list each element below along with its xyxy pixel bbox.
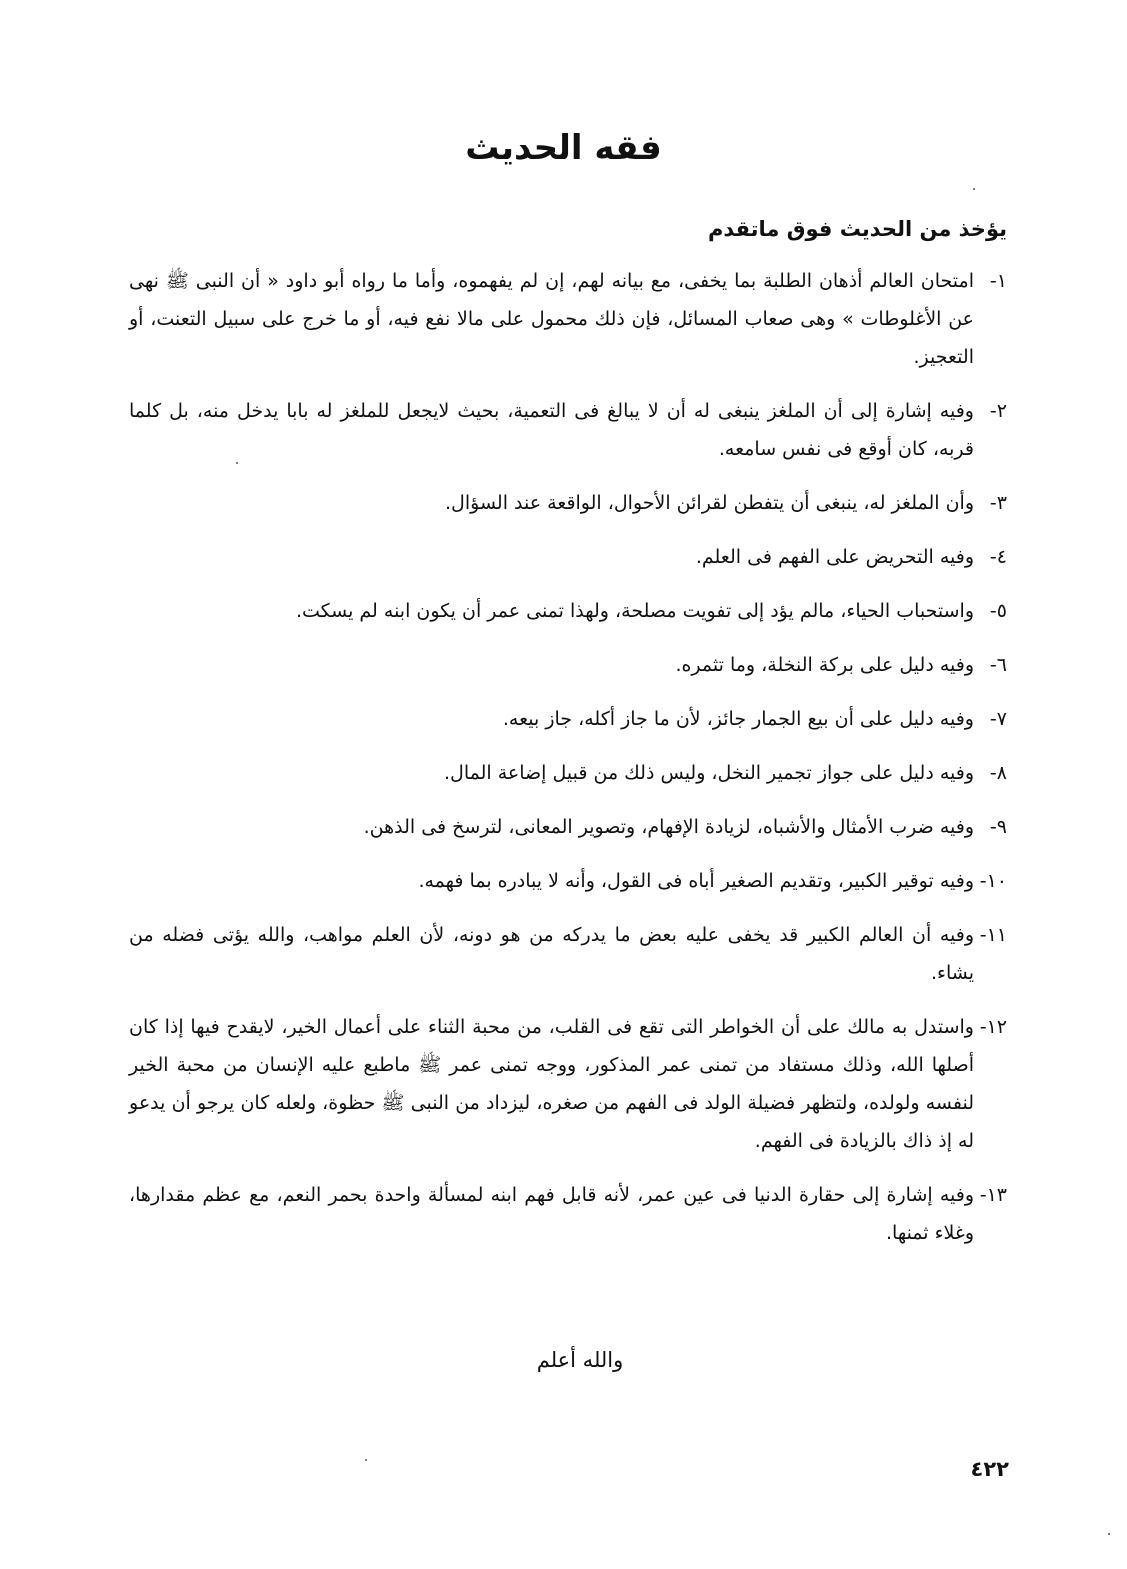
item-text: واستدل به مالك على أن الخواطر التى تقع فى القلب، من محبة الثناء على أعمال الخير، لايقدح فيها إذا كان أصلها الله، وذلك مستفاد من تمنى عمر المذكور، ووجه تمنى عمر ﷺ ماطبع عليه الإنسان من محبة الخير لنفسه ولولده، ولتظهر فضيلة الولد فى الفهم من صغره، ليزداد من النبى ﷺ حظوة، ولعله كان يرجو أن يدعو له إذ ذاك بالزيادة فى الفهم. [129,1016,974,1152]
list-item [129,754,1007,792]
item-number: ٥- [989,600,1007,622]
list-item [129,646,1007,684]
item-text: وفيه إشارة إلى أن الملغز ينبغى له أن لا يبالغ فى التعمية، بحيث لايجعل للملغز له بابا يدخل منه، بل كلما قربه، كان أوقع فى نفس سامعه. [129,400,974,460]
list-item [129,262,1007,376]
item-number: ٩- [989,816,1007,838]
list-item [129,916,1007,992]
item-number: ٨- [989,762,1007,784]
item-text: واستحباب الحياء، مالم يؤد إلى تفويت مصلحة، ولهذا تمنى عمر أن يكون ابنه لم يسكت. [295,600,974,622]
item-text: امتحان العالم أذهان الطلبة بما يخفى، مع بيانه لهم، إن لم يفهموه، وأما ما رواه أبو داود « أن النبى ﷺ نهى عن الأغلوطات » وهى صعاب المسائل، فإن ذلك محمول على مالا نفع فيه، أو ما خرج على سبيل التعنت، أو التعجيز. [129,270,974,368]
item-number: ١٣- [979,1184,1007,1206]
item-text: وفيه أن العالم الكبير قد يخفى عليه بعض ما يدركه من هو دونه، لأن العلم مواهب، والله يؤتى فضله من يشاء. [129,924,974,984]
item-text: وفيه ضرب الأمثال والأشباه، لزيادة الإفهام، وتصوير المعانى، لترسخ فى الذهن. [363,816,974,838]
page-number: ٤٢٢ [970,1457,1009,1481]
item-number: ١٠- [979,870,1007,892]
item-text: وفيه دليل على بركة النخلة، وما تثمره. [675,654,974,676]
item-number: ١١- [979,924,1007,946]
list-item [129,1176,1007,1252]
list-item [129,808,1007,846]
item-number: ٤- [989,546,1007,568]
list-item [129,392,1007,468]
item-text: وفيه دليل على جواز تجمير النخل، وليس ذلك من قبيل إضاعة المال. [444,762,974,784]
scan-speck [236,462,238,464]
item-number: ٧- [989,708,1007,730]
list-item [129,484,1007,522]
points-list [129,262,1007,1268]
list-item [129,592,1007,630]
item-number: ١٢- [979,1016,1007,1038]
scan-speck [365,1459,367,1461]
list-item [129,538,1007,576]
scan-speck [973,188,975,190]
item-number: ٦- [989,654,1007,676]
item-number: ٢- [989,400,1007,422]
item-text: وفيه توقير الكبير، وتقديم الصغير أباه فى القول، وأنه لا يبادره بما فهمه. [418,870,974,892]
page-title: فقه الحديث [465,128,662,168]
intro-heading: يؤخذ من الحديث فوق ماتقدم [707,217,1007,241]
list-item [129,1008,1007,1160]
item-text: وفيه دليل على أن بيع الجمار جائز، لأن ما جاز أكله، جاز بيعه. [502,708,974,730]
closing-phrase: والله أعلم [536,1348,624,1372]
item-number: ٣- [989,492,1007,514]
item-number: ١- [989,270,1007,292]
list-item [129,700,1007,738]
list-item [129,862,1007,900]
item-text: وأن الملغز له، ينبغى أن يتفطن لقرائن الأحوال، الواقعة عند السؤال. [445,492,974,514]
item-text: وفيه التحريض على الفهم فى العلم. [695,546,974,568]
item-text: وفيه إشارة إلى حقارة الدنيا فى عين عمر، لأنه قابل فهم ابنه لمسألة واحدة بحمر النعم، مع عظم مقدارها، وغلاء ثمنها. [129,1184,974,1244]
scan-speck [1108,1533,1110,1535]
